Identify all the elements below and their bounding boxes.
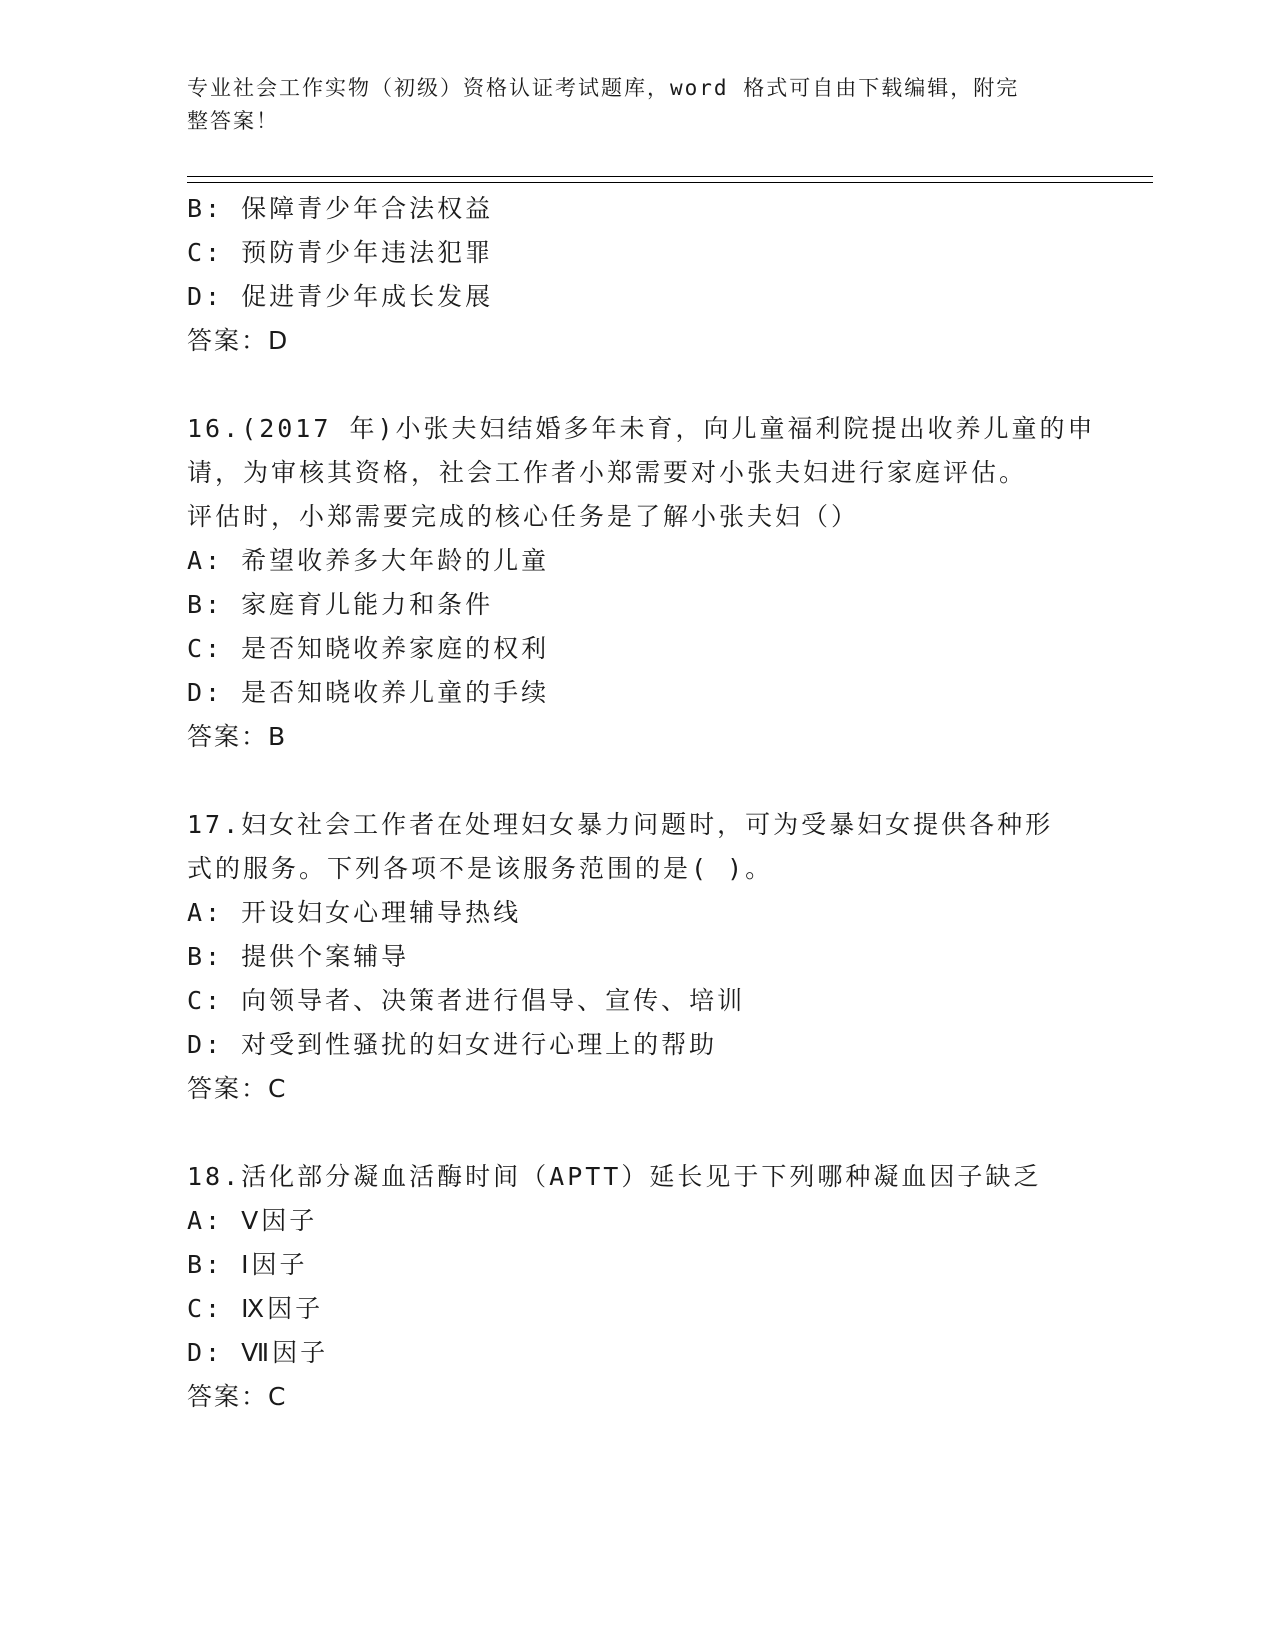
header-rule-bottom: [187, 182, 1153, 183]
q18-option-b: B: Ⅰ因子: [187, 1250, 308, 1279]
q16-text-line-2: 请，为审核其资格，社会工作者小郑需要对小张夫妇进行家庭评估。: [187, 458, 1028, 487]
q18-option-d: D: Ⅶ因子: [187, 1338, 329, 1367]
q16-option-c: C: 是否知晓收养家庭的权利: [187, 634, 550, 663]
q17-option-b: B: 提供个案辅导: [187, 942, 410, 971]
q16-text-line-3: 评估时，小郑需要完成的核心任务是了解小张夫妇（）: [187, 502, 860, 531]
q18-text-line-1: 18.活化部分凝血活酶时间（APTT）延长见于下列哪种凝血因子缺乏: [187, 1162, 1042, 1191]
q18-option-a: A: Ⅴ因子: [187, 1206, 318, 1235]
q16-option-d: D: 是否知晓收养儿童的手续: [187, 678, 550, 707]
q17-text-line-2: 式的服务。下列各项不是该服务范围的是( )。: [187, 854, 774, 883]
q16-option-a: A: 希望收养多大年龄的儿童: [187, 546, 550, 575]
q17-option-d: D: 对受到性骚扰的妇女进行心理上的帮助: [187, 1030, 718, 1059]
document-header: [187, 72, 1067, 138]
q15-option-c: C: 预防青少年违法犯罪: [187, 238, 494, 267]
q18-option-c: C: Ⅸ因子: [187, 1294, 324, 1323]
q18-answer: 答案：C: [187, 1382, 288, 1411]
header-line-1: 专业社会工作实物（初级）资格认证考试题库，word 格式可自由下载编辑，附完: [187, 76, 1020, 100]
q17-text-line-1: 17.妇女社会工作者在处理妇女暴力问题时，可为受暴妇女提供各种形: [187, 810, 1054, 839]
q15-answer: 答案：D: [187, 326, 290, 355]
header-rule-top: [187, 176, 1153, 177]
header-line-2: 整答案！: [187, 109, 279, 133]
q16-text-line-1: 16.(2017 年)小张夫妇结婚多年未育，向儿童福利院提出收养儿童的申: [187, 414, 1096, 443]
q16-option-b: B: 家庭育儿能力和条件: [187, 590, 494, 619]
q15-option-b: B: 保障青少年合法权益: [187, 194, 494, 223]
q17-answer: 答案：C: [187, 1074, 288, 1103]
q15-option-d: D: 促进青少年成长发展: [187, 282, 494, 311]
q17-option-a: A: 开设妇女心理辅导热线: [187, 898, 522, 927]
q17-option-c: C: 向领导者、决策者进行倡导、宣传、培训: [187, 986, 746, 1015]
q16-answer: 答案：B: [187, 722, 288, 751]
